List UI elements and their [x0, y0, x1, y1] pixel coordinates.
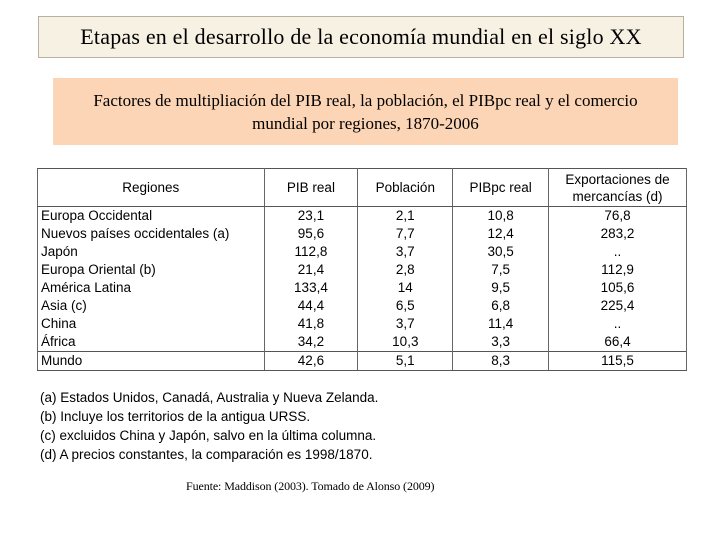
slide-title [38, 16, 684, 58]
cell-poblacion: 3,7 [358, 243, 453, 261]
header-poblacion: Población [358, 169, 453, 207]
header-pibpc-real: PIBpc real [453, 169, 549, 207]
cell-export: .. [549, 315, 687, 333]
cell-region: Asia (c) [38, 297, 265, 315]
table-row [38, 297, 687, 315]
header-regiones: Regiones [38, 169, 265, 207]
data-table-container [37, 168, 687, 371]
cell-export: 283,2 [549, 225, 687, 243]
cell-pib: 133,4 [264, 279, 358, 297]
cell-region: América Latina [38, 279, 265, 297]
table-row [38, 207, 687, 226]
cell-region: China [38, 315, 265, 333]
table-footnotes [40, 388, 460, 464]
cell-region: Nuevos países occidentales (a) [38, 225, 265, 243]
cell-poblacion-total: 5,1 [358, 352, 453, 371]
table-row [38, 315, 687, 333]
cell-pib-total: 42,6 [264, 352, 358, 371]
footnote-a: (a) Estados Unidos, Canadá, Australia y Nueva Zelanda. [40, 390, 379, 405]
cell-pibpc: 11,4 [453, 315, 549, 333]
footnote-b: (b) Incluye los territorios de la antigua URSS. [40, 409, 311, 424]
cell-pibpc: 30,5 [453, 243, 549, 261]
cell-pib: 41,8 [264, 315, 358, 333]
cell-region-total: Mundo [38, 352, 265, 371]
table-row [38, 333, 687, 352]
cell-pibpc: 3,3 [453, 333, 549, 352]
cell-pib: 23,1 [264, 207, 358, 226]
cell-pib: 95,6 [264, 225, 358, 243]
cell-pib: 34,2 [264, 333, 358, 352]
cell-poblacion: 2,8 [358, 261, 453, 279]
table-row [38, 261, 687, 279]
cell-pib: 21,4 [264, 261, 358, 279]
footnote-c: (c) excluidos China y Japón, salvo en la última columna. [40, 428, 377, 443]
cell-pib: 44,4 [264, 297, 358, 315]
cell-pibpc: 9,5 [453, 279, 549, 297]
table-row [38, 243, 687, 261]
cell-export-total: 115,5 [549, 352, 687, 371]
cell-poblacion: 10,3 [358, 333, 453, 352]
cell-pibpc: 10,8 [453, 207, 549, 226]
cell-pib: 112,8 [264, 243, 358, 261]
cell-poblacion: 6,5 [358, 297, 453, 315]
table-header-row [38, 169, 687, 207]
cell-region: África [38, 333, 265, 352]
header-pib-real: PIB real [264, 169, 358, 207]
cell-export: 76,8 [549, 207, 687, 226]
cell-pibpc: 12,4 [453, 225, 549, 243]
cell-poblacion: 2,1 [358, 207, 453, 226]
table-total-row [38, 352, 687, 371]
cell-pibpc: 7,5 [453, 261, 549, 279]
source-citation: Fuente: Maddison (2003). Tomado de Alonso (2009) [186, 479, 435, 493]
table-row [38, 279, 687, 297]
slide-title-text: Etapas en el desarrollo de la economía mundial en el siglo XX [80, 24, 642, 49]
footnote-d: (d) A precios constantes, la comparación es 1998/1870. [40, 447, 373, 462]
cell-export: 112,9 [549, 261, 687, 279]
cell-region: Europa Oriental (b) [38, 261, 265, 279]
cell-export: 66,4 [549, 333, 687, 352]
cell-region: Japón [38, 243, 265, 261]
cell-poblacion: 3,7 [358, 315, 453, 333]
cell-pibpc: 6,8 [453, 297, 549, 315]
data-table [37, 168, 687, 371]
cell-export: 105,6 [549, 279, 687, 297]
cell-poblacion: 7,7 [358, 225, 453, 243]
cell-region: Europa Occidental [38, 207, 265, 226]
table-caption [53, 78, 678, 145]
cell-export: .. [549, 243, 687, 261]
cell-export: 225,4 [549, 297, 687, 315]
header-exportaciones: Exportaciones de mercancías (d) [549, 169, 687, 207]
table-row [38, 225, 687, 243]
table-caption-text: Factores de multipliación del PIB real, la población, el PIBpc real y el comercio mundial por regiones, 1870-2006 [93, 90, 638, 133]
cell-poblacion: 14 [358, 279, 453, 297]
cell-pibpc-total: 8,3 [453, 352, 549, 371]
